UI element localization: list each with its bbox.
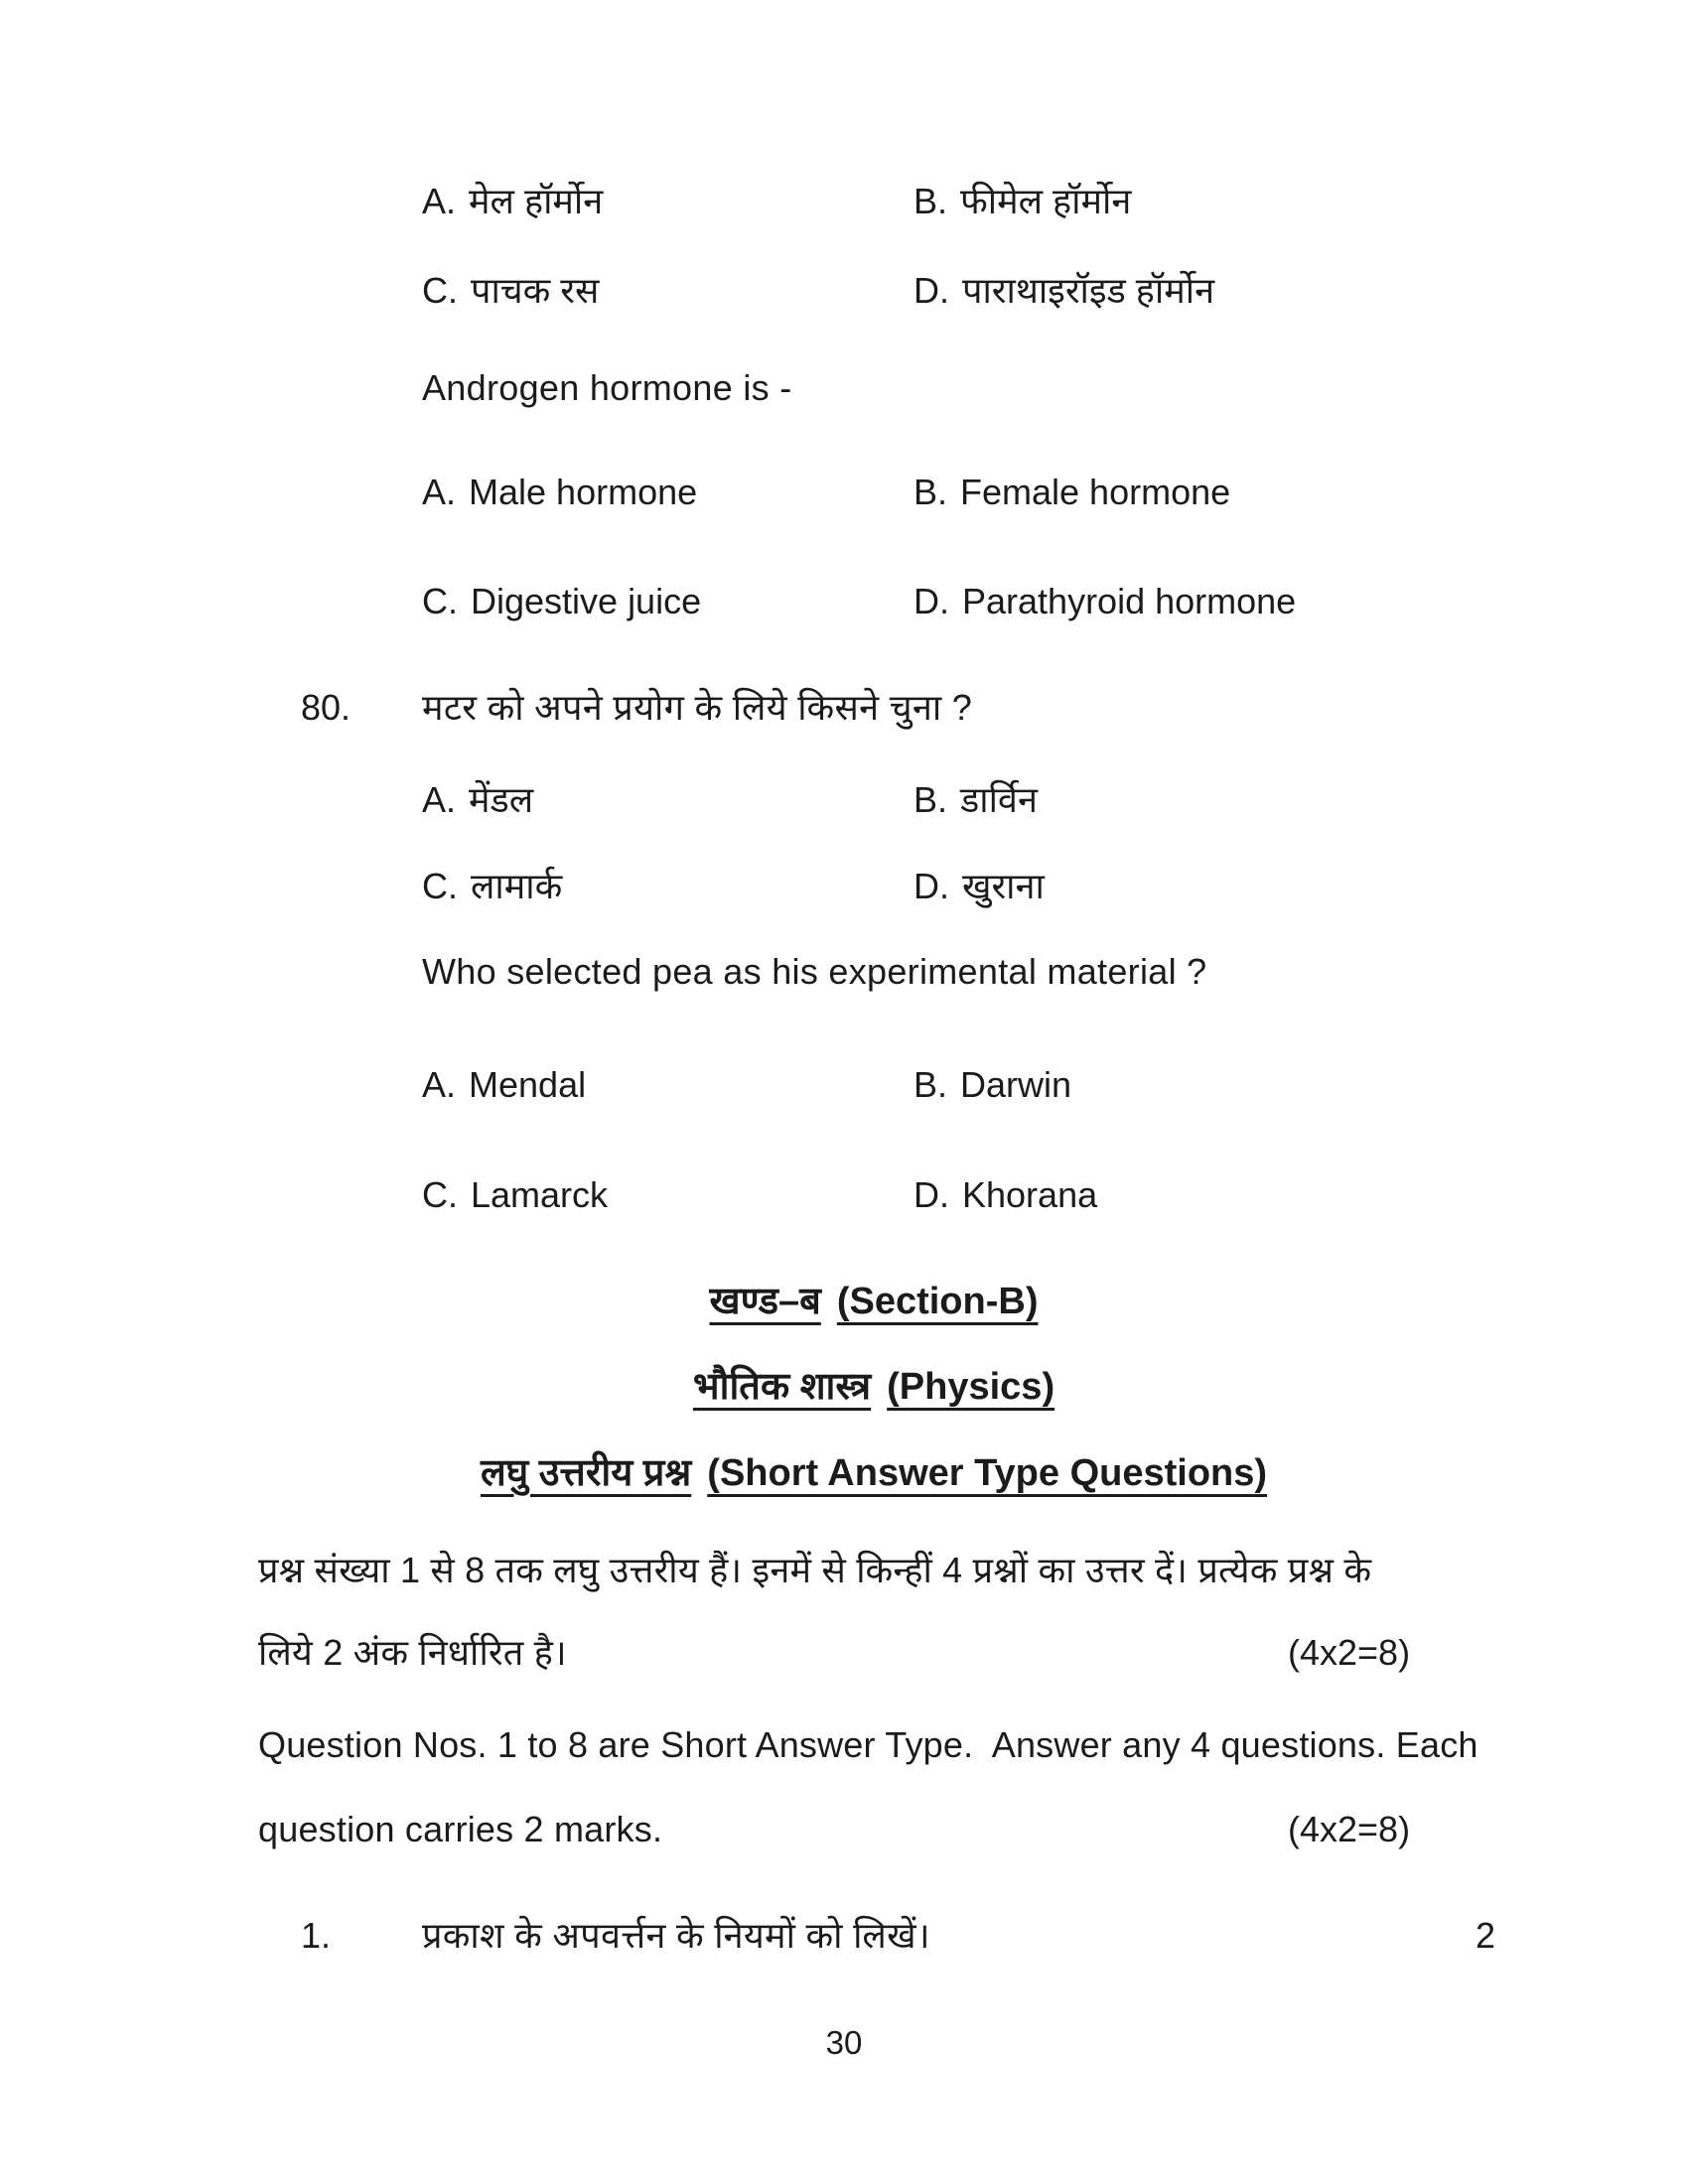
question-text-hindi: प्रकाश के अपवर्त्तन के नियमों को लिखें। <box>422 1915 930 1956</box>
option-d-english <box>914 580 1296 622</box>
option-label: A. <box>422 779 457 820</box>
question-text-hindi: मटर को अपने प्रयोग के लिये किसने चुना ? <box>422 687 973 728</box>
option-label: D. <box>914 866 949 906</box>
option-a-hindi <box>422 778 533 821</box>
option-label: D. <box>914 270 949 311</box>
option-c-hindi <box>422 865 562 907</box>
subject-heading <box>258 1365 1489 1411</box>
question-text-english: Who selected pea as his experimental material ? <box>422 951 1207 992</box>
option-label: C. <box>422 866 458 906</box>
option-a-hindi <box>422 180 603 222</box>
option-label: C. <box>422 1174 458 1215</box>
instruction-hindi-line1: प्रश्न संख्या 1 से 8 तक लघु उत्तरीय हैं। इनमें से किन्हीं 4 प्रश्नों का उत्तर दें। प्रत्येक प्रश्न के <box>258 1550 1372 1590</box>
question-type-hindi: लघु उत्तरीय प्रश्न <box>480 1452 692 1494</box>
option-label: C. <box>422 581 458 621</box>
option-text: लामार्क <box>471 866 563 906</box>
option-a-english <box>422 471 697 513</box>
question-number: 1. <box>301 1915 332 1956</box>
option-b-hindi <box>914 180 1131 222</box>
option-label: A. <box>422 472 457 512</box>
option-text: Khorana <box>962 1174 1098 1215</box>
option-label: B. <box>914 1064 948 1105</box>
option-text: खुराना <box>962 866 1045 906</box>
option-label: B. <box>914 472 948 512</box>
option-c-english <box>422 580 701 622</box>
option-text: मेल हॉर्मोन <box>469 181 604 221</box>
option-label: D. <box>914 1174 949 1215</box>
option-text: Female hormone <box>960 472 1231 512</box>
option-text: Digestive juice <box>471 581 702 621</box>
option-text: मेंडल <box>469 779 534 820</box>
option-label: C. <box>422 270 458 311</box>
option-d-hindi <box>914 269 1214 312</box>
option-text: Parathyroid hormone <box>962 581 1297 621</box>
option-text: पाचक रस <box>471 270 600 311</box>
option-c-english <box>422 1173 608 1216</box>
option-text: पाराथाइरॉइड हॉर्मोन <box>962 270 1215 311</box>
question-text-english: Androgen hormone is - <box>422 367 792 408</box>
instruction-english-line2: question carries 2 marks. <box>258 1809 663 1849</box>
option-a-english <box>422 1063 586 1106</box>
option-label: A. <box>422 181 457 221</box>
question-number: 80. <box>301 687 352 728</box>
option-text: Lamarck <box>471 1174 609 1215</box>
option-label: A. <box>422 1064 457 1105</box>
option-label: B. <box>914 779 948 820</box>
option-text: Darwin <box>960 1064 1072 1105</box>
option-text: Male hormone <box>469 472 698 512</box>
option-d-english <box>914 1173 1097 1216</box>
option-text: फीमेल हॉर्मोन <box>960 181 1132 221</box>
option-d-hindi <box>914 865 1045 907</box>
marks-scheme-english: (4x2=8) <box>1288 1809 1411 1849</box>
option-b-english <box>914 471 1230 513</box>
question-type-heading <box>258 1451 1489 1497</box>
question-type-english: (Short Answer Type Questions) <box>707 1452 1268 1494</box>
question-marks: 2 <box>1476 1915 1496 1956</box>
subject-title-english: (Physics) <box>887 1366 1055 1408</box>
option-text: Mendal <box>469 1064 587 1105</box>
marks-scheme-hindi: (4x2=8) <box>1288 1632 1411 1673</box>
option-label: D. <box>914 581 949 621</box>
option-text: डार्विन <box>960 779 1038 820</box>
page-number: 30 <box>825 2024 863 2061</box>
option-b-english <box>914 1063 1071 1106</box>
instruction-english-line1: Question Nos. 1 to 8 are Short Answer Type. Answer any 4 questions. Each <box>258 1724 1478 1765</box>
instruction-hindi-line2: लिये 2 अंक निर्धारित है। <box>258 1632 567 1673</box>
subject-title-hindi: भौतिक शास्त्र <box>692 1366 872 1408</box>
section-title-hindi: खण्ड–ब <box>709 1281 821 1322</box>
section-b-heading <box>258 1280 1489 1325</box>
option-b-hindi <box>914 778 1038 821</box>
option-c-hindi <box>422 269 599 312</box>
option-label: B. <box>914 181 948 221</box>
section-title-english: (Section-B) <box>836 1281 1039 1322</box>
